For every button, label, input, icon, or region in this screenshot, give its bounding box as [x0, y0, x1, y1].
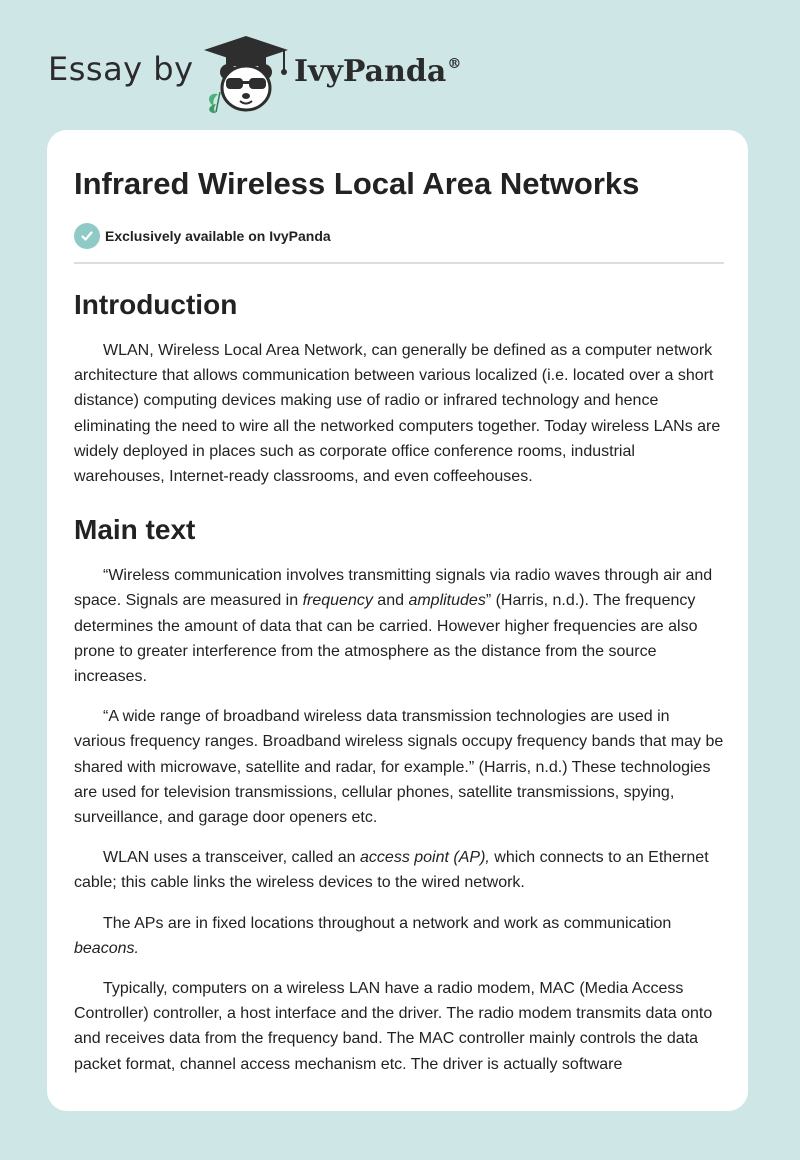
article-content	[74, 164, 724, 1092]
paragraph	[74, 911, 724, 961]
emphasis-text: access point (AP),	[360, 849, 490, 867]
paragraph-text: WLAN, Wireless Local Area Network, can generally be defined as a computer network architecture that allows communication between various localized (i.e. located over a short distance) computing devices making use of radio or infrared technology and hence eliminating the need to wire all the networked computers together. Today wireless LANs are widely deployed in places such as corporate office conference rooms, industrial warehouses, Internet-ready classrooms, and even coffeehouses.	[74, 342, 721, 486]
paragraph-text: which connects to an Ethernet cable; this cable links the wireless devices to the wired network.	[74, 849, 709, 892]
paragraph	[74, 338, 724, 489]
emphasis-text: beacons.	[74, 939, 139, 957]
exclusive-badge	[74, 222, 724, 264]
paragraph-text: WLAN uses a transceiver, called an	[103, 849, 361, 867]
paragraph-text: “Wireless communication involves transmitting signals via radio waves through air and space. Signals are measured in	[74, 567, 713, 610]
paragraph	[74, 704, 724, 830]
section-heading: Main text	[74, 514, 196, 546]
paragraph	[74, 563, 724, 689]
registered-mark: ®	[447, 56, 462, 72]
essay-card	[47, 130, 748, 1111]
page-title: Infrared Wireless Local Area Networks	[74, 166, 640, 201]
panda-logo-icon	[200, 34, 292, 114]
check-circle-icon	[74, 223, 100, 249]
paragraph-text: “A wide range of broadband wireless data transmission technologies are used in various frequency ranges. Broadband wireless signals occupy frequency bands that may be shared with microwave, satellite and radar, for example.” (Harris, n.d.) These technologies are used for television transmissions, cellular phones, satellite transmissions, spying, surveillance, and garage door openers etc.	[74, 708, 724, 827]
section-heading: Introduction	[74, 289, 238, 320]
paragraph-text: and	[372, 592, 409, 610]
paragraph-text: Typically, computers on a wireless LAN have a radio modem, MAC (Media Access Controller) controller, a host interface and the driver. The radio modem transmits data onto and receives data from the frequency band. The MAC controller mainly controls the data packet format, channel access mechanism etc. The driver is actually software	[74, 980, 713, 1073]
emphasis-text: frequency	[302, 592, 373, 610]
exclusive-label: Exclusively available on IvyPanda	[105, 228, 331, 244]
essay-by-label: Essay by	[48, 50, 194, 88]
paragraph-text: ” (Harris, n.d.). The frequency determines the amount of data that can be carried. However higher frequencies are also prone to greater interference from the atmosphere as the distance from the source increases.	[74, 592, 698, 686]
article-sections	[74, 286, 724, 1077]
paragraph-text: The APs are in fixed locations throughout a network and work as communication	[103, 914, 672, 932]
paragraph	[74, 845, 724, 895]
paragraph	[74, 976, 724, 1077]
site-header	[48, 30, 748, 110]
brand-label: IvyPanda	[294, 54, 447, 89]
brand-name	[294, 54, 461, 89]
emphasis-text: amplitudes	[408, 592, 486, 610]
